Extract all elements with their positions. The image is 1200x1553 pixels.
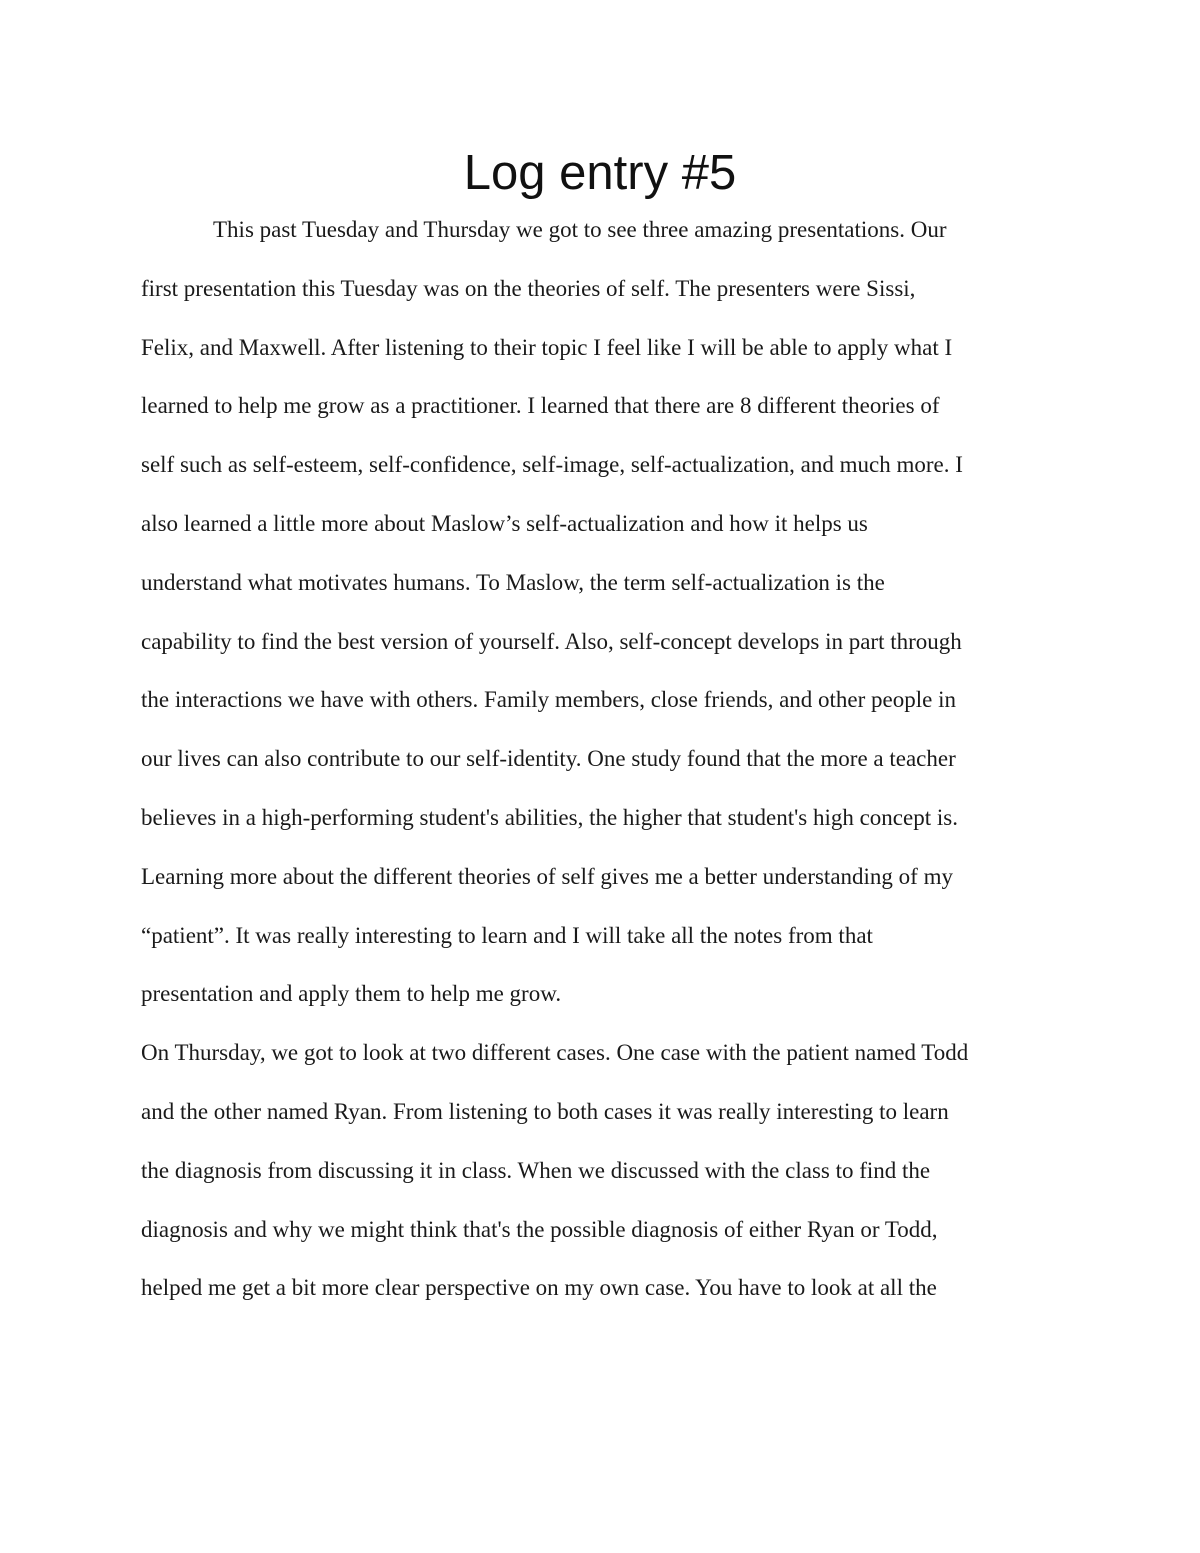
body-line: the diagnosis from discussing it in class. When we discussed with the class to find the: [141, 1157, 931, 1183]
body-line: Learning more about the different theories of self gives me a better understanding of my: [141, 863, 953, 889]
body-line: helped me get a bit more clear perspective on my own case. You have to look at all the: [141, 1275, 937, 1301]
body-line: “patient”. It was really interesting to learn and I will take all the notes from that: [141, 922, 873, 948]
body-line: diagnosis and why we might think that's the possible diagnosis of either Ryan or Todd,: [141, 1216, 938, 1242]
body-line: self such as self-esteem, self-confidence, self-image, self-actualization, and much more. I: [141, 452, 963, 478]
body-line: also learned a little more about Maslow’s self-actualization and how it helps us: [141, 510, 868, 536]
body-line: believes in a high-performing student's abilities, the higher that student's high concept is.: [141, 804, 958, 830]
body-line: On Thursday, we got to look at two different cases. One case with the patient named Todd: [141, 1040, 969, 1066]
body-line: Felix, and Maxwell. After listening to their topic I feel like I will be able to apply what I: [141, 334, 953, 360]
body-line: first presentation this Tuesday was on the theories of self. The presenters were Sissi,: [141, 275, 916, 301]
body-line: our lives can also contribute to our self-identity. One study found that the more a teacher: [141, 746, 956, 772]
body-line: This past Tuesday and Thursday we got to see three amazing presentations. Our: [213, 217, 947, 242]
document-body: [141, 201, 1061, 1318]
body-line: the interactions we have with others. Family members, close friends, and other people in: [141, 687, 956, 713]
body-line: and the other named Ryan. From listening to both cases it was really interesting to learn: [141, 1098, 949, 1124]
document-title: Log entry #5: [463, 146, 737, 200]
body-line: presentation and apply them to help me grow.: [141, 981, 562, 1007]
body-line: capability to find the best version of yourself. Also, self-concept develops in part through: [141, 628, 962, 654]
body-line: learned to help me grow as a practitioner. I learned that there are 8 different theories of: [141, 393, 940, 419]
body-line: understand what motivates humans. To Maslow, the term self-actualization is the: [141, 569, 885, 595]
